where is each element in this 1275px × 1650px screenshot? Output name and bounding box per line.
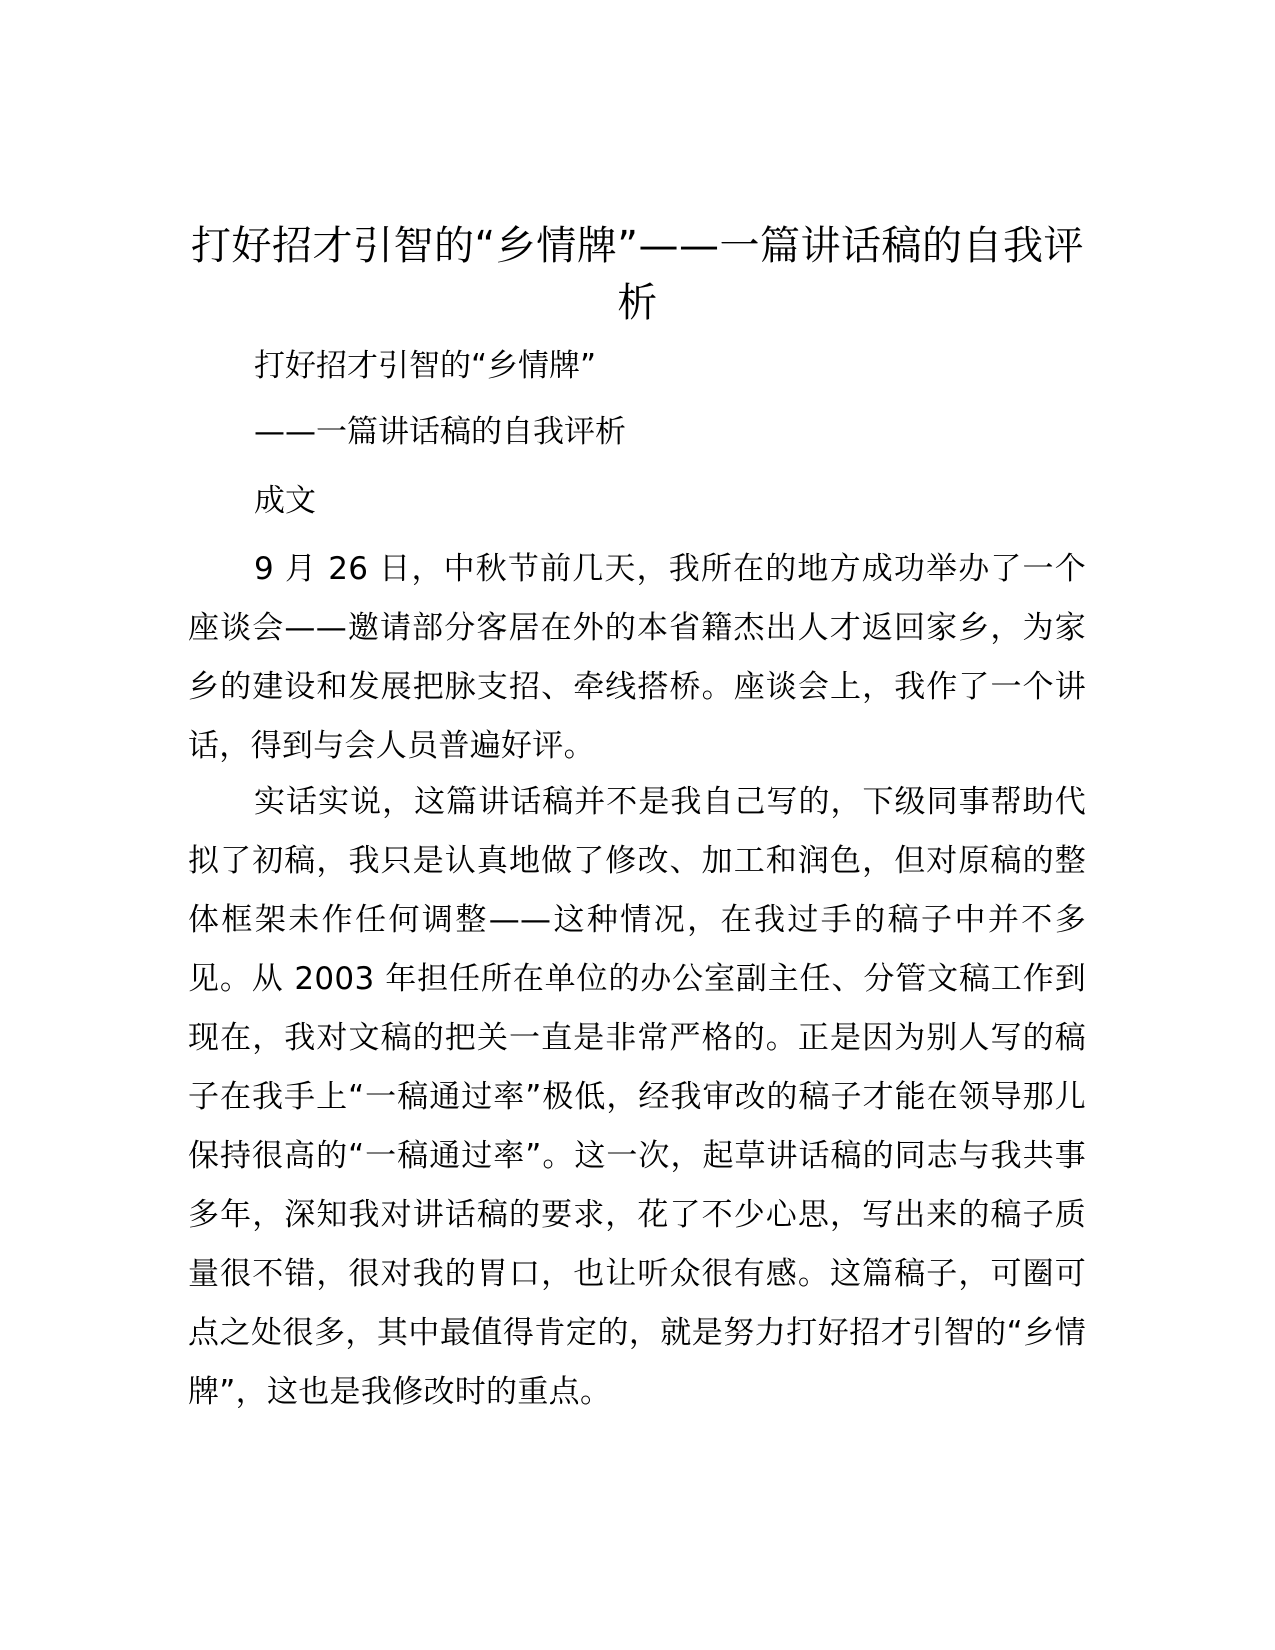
subtitle-line-2: ——一篇讲话稿的自我评析: [254, 414, 626, 450]
paragraph-2: 实话实说，这篇讲话稿并不是我自己写的，下级同事帮助代拟了初稿，我只是认真地做了修改、加工和润色，但对原稿的整体框架未作任何调整——这种情况，在我过手的稿子中并不多见。从 2003 年担任所在单位的办公室副主任、分管文稿工作到现在，我对文稿的把关一直是非常严格的。正是因为别人写的稿子在我手上“一稿通过率”极低，经我审改的稿子才能在领导那儿保持很高的“一稿通过率”。这一次，起草讲话稿的同志与我共事多年，深知我对讲话稿的要求，花了不少心思，写出来的稿子质量很不错，很对我的胃口，也让听众很有感。这篇稿子，可圈可点之处很多，其中最值得肯定的，就是努力打好招才引智的“乡情牌”，这也是我修改时的重点。: [188, 784, 1086, 1410]
author-name: 成文: [254, 483, 316, 519]
subtitle-line-1: 打好招才引智的“乡情牌”: [254, 348, 597, 384]
paragraph-1: 9 月 26 日，中秋节前几天，我所在的地方成功举办了一个座谈会——邀请部分客居在外的本省籍杰出人才返回家乡，为家乡的建设和发展把脉支招、牵线搭桥。座谈会上，我作了一个讲话，得到与会人员普遍好评。: [188, 551, 1086, 764]
document-title: 打好招才引智的“乡情牌”——一篇讲话稿的自我评析: [191, 223, 1084, 326]
